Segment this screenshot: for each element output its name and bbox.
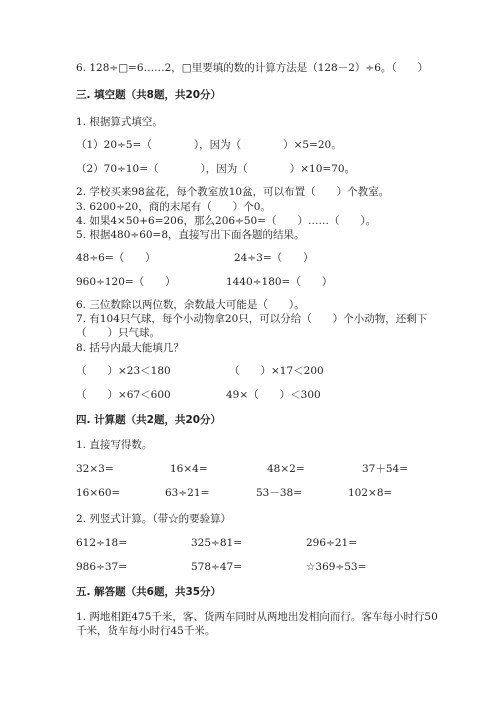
s3-q8-item: （ ）×23＜180 bbox=[76, 365, 171, 377]
s3-q6: 6. 三位数除以两位数，余数最大可能是（ ）。 bbox=[76, 299, 305, 311]
s5-q1-line2: 千米，货车每小时行45千米。 bbox=[76, 625, 216, 637]
s4-q1-item: 32×3= bbox=[76, 463, 114, 475]
s4-q2-item: 578÷47= bbox=[191, 561, 242, 573]
s3-q5: 5. 根据480÷60=8，直接写出下面各题的结果。 bbox=[76, 229, 305, 241]
s3-q7-line2: （ ）只气球。 bbox=[76, 327, 160, 339]
s4-q1-item: 63÷21= bbox=[165, 487, 210, 499]
s3-q8-item: 49×（ ）＜300 bbox=[226, 389, 321, 401]
s3-q1-part1: （1）20÷5=（ ），因为（ ）×5=20。 bbox=[76, 139, 342, 151]
s3-q5-item: 24÷3=（ ） bbox=[234, 252, 314, 264]
s4-q1-prompt: 1. 直接写得数。 bbox=[76, 439, 153, 451]
s4-q2-item: 986÷37= bbox=[76, 561, 127, 573]
s3-q3: 3. 6200÷20，商的末尾有（ ）个0。 bbox=[76, 201, 271, 213]
s3-q2: 2. 学校买来98盆花，每个教室放10盆，可以布置（ ）个教室。 bbox=[76, 186, 390, 198]
s3-q5-item: 960÷120=（ ） bbox=[76, 276, 176, 288]
section-5-title: 五. 解答题（共6题，共35分） bbox=[76, 586, 222, 598]
s3-q4: 4. 如果4×50+6=206，那么206÷50=（ ）……（ ）。 bbox=[76, 215, 377, 227]
s3-q7-line1: 7. 有104只气球，每个小动物拿20只，可以分给（ ）个小动物，还剩下 bbox=[76, 313, 428, 325]
s4-q2-item: 612÷18= bbox=[76, 537, 127, 549]
s3-q5-item: 48÷6=（ ） bbox=[76, 252, 156, 264]
s3-q8: 8. 括号内最大能填几？ bbox=[76, 342, 184, 354]
s3-q1-part2: （2）70÷10=（ ），因为（ ）×10=70。 bbox=[76, 163, 356, 175]
s3-q8-item: （ ）×17＜200 bbox=[229, 365, 324, 377]
s4-q1-item: 16×60= bbox=[76, 487, 121, 499]
s4-q1-item: 16×4= bbox=[170, 463, 208, 475]
section-4-title: 四. 计算题（共2题，共20分） bbox=[76, 414, 222, 426]
s4-q1-item: 53－38= bbox=[256, 487, 303, 499]
s4-q2-item: ☆369÷53= bbox=[306, 561, 367, 573]
s3-q8-item: （ ）×67＜600 bbox=[76, 389, 171, 401]
s4-q2-prompt: 2. 列竖式计算。（带☆的要验算） bbox=[76, 513, 232, 525]
s5-q1-line1: 1. 两地相距475千米，客、货两车同时从两地出发相向而行。客车每小时行50 bbox=[76, 611, 438, 623]
s3-q1-prompt: 1. 根据算式填空。 bbox=[76, 116, 163, 128]
section-3-title: 三. 填空题（共8题，共20分） bbox=[76, 89, 222, 101]
s4-q1-item: 37＋54= bbox=[362, 463, 409, 475]
s4-q2-item: 325÷81= bbox=[191, 537, 242, 549]
s4-q1-item: 102×8= bbox=[348, 487, 393, 499]
s3-q5-item: 1440÷180=（ ） bbox=[226, 276, 333, 288]
s4-q1-item: 48×2= bbox=[267, 463, 305, 475]
s4-q2-item: 296÷21= bbox=[306, 537, 357, 549]
question-6-previous: 6. 128÷□=6……2，□里要填的数的计算方法是（128－2）÷6。（ ） bbox=[76, 62, 429, 74]
